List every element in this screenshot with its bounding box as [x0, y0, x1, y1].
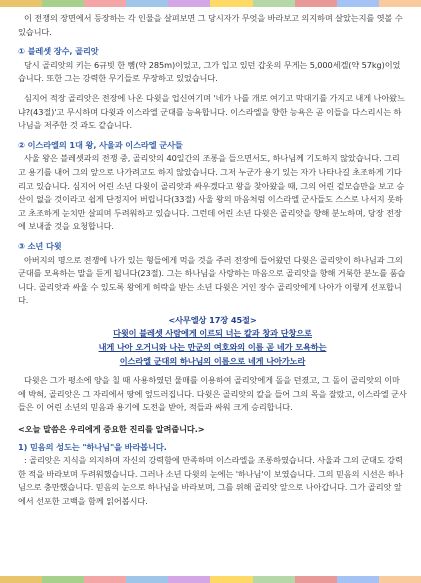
stripe-segment [0, 0, 42, 7]
stripe-segment [168, 576, 210, 583]
stripe-segment [253, 576, 295, 583]
stripe-segment [84, 0, 126, 7]
quote-line-1: 다윗이 블레셋 사람에게 이르되 너는 칼과 창과 단창으로 [113, 328, 312, 339]
top-color-stripe [0, 0, 421, 7]
intro-paragraph: 이 전쟁의 장면에서 등장하는 각 인물을 살펴보면 그 당시자가 무엇을 바라보고 의지하며 살았는지를 엿볼 수 있습니다. [18, 13, 403, 37]
david-paragraph: 아버지의 명으로 전쟁에 나가 있는 형들에게 먹을 것을 주러 전장에 들어왔던 다윗은 골리앗이 하나님과 그의 군대를 모욕하는 말을 듣게 됩니다(23절). 그는 하나님을 사랑하는 마음으로 골리앗을 향해 거룩한 분노를 품습니다. 골리앗과 싸울 수 있도록 왕에게 허락을 받는 소년 다윗은 거인 장수 골리앗에게 나아가 이렇게 선포합니다. [18, 254, 406, 306]
stripe-segment [337, 0, 379, 7]
stripe-segment [42, 0, 84, 7]
stripe-segment [379, 576, 421, 583]
stripe-segment [295, 0, 337, 7]
stripe-segment [0, 576, 42, 583]
stripe-segment [210, 576, 252, 583]
stripe-segment [84, 576, 126, 583]
quote-line-3: 이스라엘 군대의 하나님의 이름으로 네게 나아가노라 [119, 355, 306, 366]
goliath-paragraph-2: 심지어 적장 골리앗은 전장에 나온 다윗을 업신여기며 '네가 나를 개로 여기고 막대기를 가지고 내게 나아왔느냐?(43절)'고 무시하며 다윗과 이스라엘 군대를 능욕합니다. 이스라엘을 향한 능욕은 곧 이들을 다스리시는 하나님을 저주한 것 과도 같습니다. [18, 92, 405, 131]
stripe-segment [379, 0, 421, 7]
section-heading-david: ③ 소년 다윗 [18, 240, 62, 251]
truth-heading-1: 1) 믿음의 성도는 "하나님"을 바라봅니다. [18, 441, 167, 452]
truth-paragraph-1: : 골리앗은 지식을 의지하며 자신의 강력함에 만족하며 이스라엘을 조롱하였습니다. 사울과 그의 군대도 강력한 적을 바라보며 두려워했습니다. 그러나 소년 다윗의 눈에는 '하나님'이 보였습니다. 그의 믿음의 시선은 하나님으로 충만했습니다. 믿음의 눈으로 하나님을 바라보며, 그를 위해 골리앗 앞으로 나아갑니다. 그가 골리앗 앞에서 선포한 고백을 함께 읽어봅시다. [18, 455, 404, 506]
stripe-segment [253, 0, 295, 7]
stripe-segment [126, 576, 168, 583]
scripture-quote [18, 314, 407, 368]
article-body [18, 12, 407, 509]
section-heading-saul: ② 이스라엘의 1대 왕, 사울과 이스라엘 군사들 [18, 139, 183, 150]
stripe-segment [168, 0, 210, 7]
goliath-paragraph-1: 당시 골리앗의 키는 6규빗 한 뼘(약 285m)이었고, 그가 입고 있던 갑옷의 무게는 5,000세겔(약 57kg)이었습니다. 또한 그는 강력한 무기들로 무장하고 있었습니다. [18, 59, 401, 84]
quote-reference: <사무엘상 17장 45절> [168, 314, 257, 325]
section-heading-goliath: ① 블레셋 장수, 골리앗 [18, 46, 99, 57]
stripe-segment [42, 576, 84, 583]
stripe-segment [337, 576, 379, 583]
stripe-segment [295, 576, 337, 583]
after-quote-paragraph: 다윗은 그가 평소에 양을 칠 때 사용하였던 물매를 이용하여 골리앗에게 돌을 던졌고, 그 돌이 골리앗의 이마에 박혀, 골리앗은 그 자리에서 땅에 엎드러집니다. 다윗은 골리앗의 칼을 들어 그의 목을 잘랐고, 이스라엘 군사들은 이 어린 소년의 믿음과 용기에 도전을 받아, 적들과 싸워 크게 승리합니다. [18, 375, 407, 413]
quote-line-2: 내게 나아 오거니와 나는 만군의 여호와의 이름 곧 네가 모욕하는 [98, 342, 327, 353]
truth-title: <오늘 말씀은 우리에게 중요한 진리를 알려줍니다.> [18, 424, 205, 435]
saul-paragraph: 사울 왕은 블레셋과의 전쟁 중, 골리앗의 40일간의 조롱을 들으면서도, 하나님께 기도하지 않았습니다. 그리고 용기를 내어 그의 앞으로 나가려고도 하지 않았습니다. 그저 누군가 용기 있는 자가 나타나길 초조하게 기다리고 있습니다. 심지어 어린 소년 다윗이 골리앗과 싸우겠다고 왕을 찾아왔을 때, 그의 어린 겉모습만을 보고 승산이 없을 것이라고 쉽게 단정지어 버립니다(33절) 사울 왕의 마음처럼 이스라엘 군사들도 스스로 나서지 못하고 초조하게 눈치만 살피며 두려워하고 있습니다. 그런데 어린 소년 다윗은 골리앗을 향해 분노하며, 당장 전장에 보내줄 것을 요청합니다. [18, 153, 405, 232]
stripe-segment [210, 0, 252, 7]
stripe-segment [126, 0, 168, 7]
bottom-color-stripe [0, 576, 421, 583]
